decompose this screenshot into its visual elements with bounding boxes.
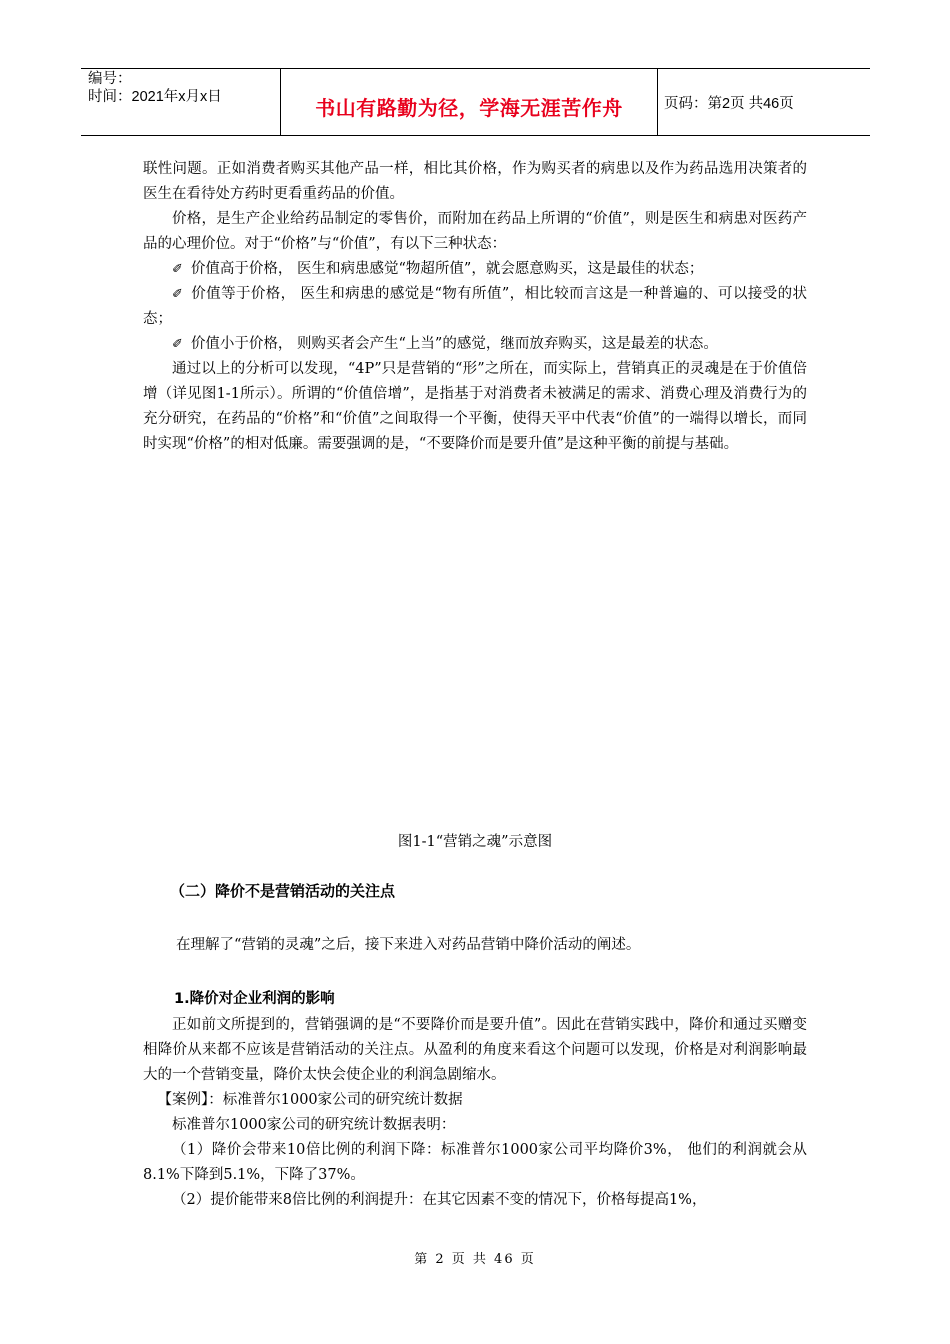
motto: 书山有路勤为径，学海无涯苦作舟	[315, 95, 623, 120]
paragraph: （2）提价能带来8倍比例的利润提升：在其它因素不变的情况下，价格每提高1%，	[172, 1192, 707, 1208]
bullet-text: 价值小于价格， 则购买者会产生“上当”的感觉，继而放弃购买，这是最差的状态。	[190, 336, 718, 352]
bullet-item	[143, 332, 807, 357]
paragraph: （1）降价会带来10倍比例的利润下降：标准普尔1000家公司平均降价3%， 他们的利润就会从8.1%下降到5.1%，下降了37%。	[143, 1142, 807, 1183]
bullet-text: 价值等于价格， 医生和病患的感觉是“物有所值”，相比较而言这是一种普遍的、可以接受的状态；	[143, 286, 807, 327]
header-meta-cell	[81, 69, 281, 135]
section-intro: 在理解了“营销的灵魂”之后，接下来进入对药品营销中降价活动的阐述。	[176, 937, 641, 953]
pen-arrow-icon: ✐	[172, 337, 183, 352]
page-footer: 第 2 页 共 46 页	[414, 1252, 536, 1267]
page-label: 页码：第2页 共46页	[664, 95, 794, 112]
header-page-cell	[664, 69, 794, 135]
paragraph: 正如前文所提到的，营销强调的是“不要降价而是要升值”。因此在营销实践中，降价和通过买赠变相降价从来都不应该是营销活动的关注点。从盈利的角度来看这个问题可以发现，价格是对利润影响最大的一个营销变量，降价太快会使企业的利润急剧缩水。	[143, 1017, 807, 1083]
time-label: 时间：2021年x月x日	[88, 89, 222, 105]
header-motto-cell	[281, 69, 658, 135]
section-heading: （二）降价不是营销活动的关注点	[170, 882, 396, 900]
header-table	[81, 68, 870, 136]
bullet-text: 价值高于价格， 医生和病患感觉“物超所值”，就会愿意购买，这是最佳的状态；	[190, 261, 704, 277]
paragraph: 标准普尔1000家公司的研究统计数据表明：	[172, 1117, 456, 1133]
figure-caption: 图1-1“营销之魂”示意图	[397, 834, 553, 850]
section-body	[143, 1013, 807, 1213]
paragraph: 价格，是生产企业给药品制定的零售价，而附加在药品上所谓的“价值”，则是医生和病患对医药产品的心理价位。对于“价格”与“价值”，有以下三种状态：	[143, 211, 807, 252]
serial-label: 编号：	[88, 71, 132, 87]
pen-arrow-icon: ✐	[172, 287, 183, 302]
pen-arrow-icon: ✐	[172, 262, 183, 277]
subsection-heading: 1.降价对企业利润的影响	[174, 991, 335, 1007]
bullet-item	[143, 257, 807, 282]
case-title: 【案例】：标准普尔1000家公司的研究统计数据	[157, 1092, 463, 1108]
paragraph: 通过以上的分析可以发现，“4P”只是营销的“形”之所在，而实际上，营销真正的灵魂是在于价值倍增（详见图1-1所示）。所谓的“价值倍增”，是指基于对消费者未被满足的需求、消费心理及消费行为的充分研究，在药品的“价格”和“价值”之间取得一个平衡，使得天平中代表“价值”的一端得以增长，而同时实现“价格”的相对低廉。需要强调的是，“不要降价而是要升值”是这种平衡的前提与基础。	[143, 361, 807, 452]
body-text	[143, 157, 807, 457]
paragraph: 联性问题。正如消费者购买其他产品一样，相比其价格，作为购买者的病患以及作为药品选用决策者的医生在看待处方药时更看重药品的价值。	[143, 161, 807, 202]
bullet-item	[143, 282, 807, 332]
